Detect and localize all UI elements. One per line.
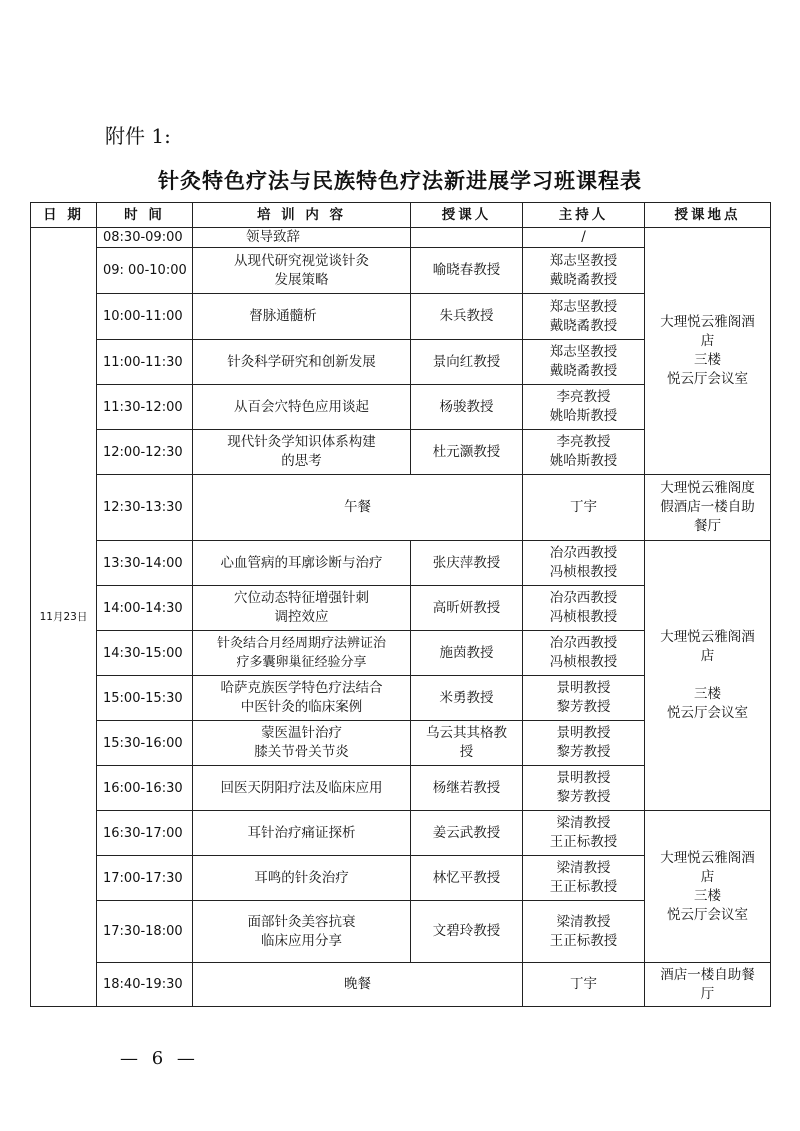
content-cell: 耳鸣的针灸治疗 — [193, 856, 411, 901]
time-cell: 18:40-19:30 — [97, 963, 193, 1007]
venue-cell-lunch: 大理悦云雅阁度 假酒店一楼自助 餐厅 — [645, 475, 771, 541]
time-cell: 17:00-17:30 — [97, 856, 193, 901]
table-row — [31, 228, 771, 248]
content-cell: 领导致辞 — [193, 228, 411, 248]
host-cell: 李亮教授 姚哈斯教授 — [523, 430, 645, 475]
time-cell: 16:30-17:00 — [97, 811, 193, 856]
time-cell: 09: 00-10:00 — [97, 248, 193, 294]
venue-cell-morning: 大理悦云雅阁酒 店 三楼 悦云厅会议室 — [645, 228, 771, 475]
host-cell: 梁清教授 王正标教授 — [523, 856, 645, 901]
venue-cell-afternoon-1: 大理悦云雅阁酒 店 三楼 悦云厅会议室 — [645, 541, 771, 811]
time-cell: 14:30-15:00 — [97, 631, 193, 676]
attachment-label: 附件 1: — [105, 124, 171, 148]
lecturer-cell: 杜元灏教授 — [411, 430, 523, 475]
lecturer-cell: 杨骏教授 — [411, 385, 523, 430]
page-number: — 6 — — [120, 1048, 199, 1069]
content-cell: 面部针灸美容抗衰 临床应用分享 — [193, 901, 411, 963]
content-cell: 晚餐 — [193, 963, 523, 1007]
lecturer-cell: 施茵教授 — [411, 631, 523, 676]
host-cell: / — [523, 228, 645, 248]
course-schedule-table — [30, 202, 771, 1007]
host-cell: 冶尕西教授 冯桢根教授 — [523, 541, 645, 586]
lecturer-cell: 乌云其其格教 授 — [411, 721, 523, 766]
host-cell: 景明教授 黎芳教授 — [523, 676, 645, 721]
page-title: 针灸特色疗法与民族特色疗法新进展学习班课程表 — [158, 168, 642, 193]
header-content: 培 训 内 容 — [193, 203, 411, 228]
table-header-row — [31, 203, 771, 228]
lecturer-cell: 文碧玲教授 — [411, 901, 523, 963]
content-cell: 从百会穴特色应用谈起 — [193, 385, 411, 430]
content-cell: 耳针治疗痛证探析 — [193, 811, 411, 856]
content-cell: 午餐 — [193, 475, 523, 541]
content-cell: 针灸科学研究和创新发展 — [193, 340, 411, 385]
content-cell: 回医天阴阳疗法及临床应用 — [193, 766, 411, 811]
lecturer-cell: 杨继若教授 — [411, 766, 523, 811]
lecturer-cell — [411, 228, 523, 248]
time-cell: 12:30-13:30 — [97, 475, 193, 541]
lecturer-cell: 朱兵教授 — [411, 294, 523, 340]
host-cell: 丁宇 — [523, 475, 645, 541]
time-cell: 11:00-11:30 — [97, 340, 193, 385]
host-cell: 李亮教授 姚哈斯教授 — [523, 385, 645, 430]
host-cell: 景明教授 黎芳教授 — [523, 766, 645, 811]
time-cell: 11:30-12:00 — [97, 385, 193, 430]
host-cell: 景明教授 黎芳教授 — [523, 721, 645, 766]
host-cell: 梁清教授 王正标教授 — [523, 901, 645, 963]
host-cell: 冶尕西教授 冯桢根教授 — [523, 631, 645, 676]
content-cell: 督脉通髓析 — [193, 294, 411, 340]
lecturer-cell: 高昕妍教授 — [411, 586, 523, 631]
date-cell: 11月23日 — [31, 228, 97, 1007]
table-row — [31, 811, 771, 856]
content-cell: 从现代研究视觉谈针灸 发展策略 — [193, 248, 411, 294]
lecturer-cell: 张庆萍教授 — [411, 541, 523, 586]
content-cell: 蒙医温针治疗 膝关节骨关节炎 — [193, 721, 411, 766]
time-cell: 17:30-18:00 — [97, 901, 193, 963]
lecturer-cell: 喻晓春教授 — [411, 248, 523, 294]
host-cell: 郑志坚教授 戴晓矞教授 — [523, 294, 645, 340]
table-row — [31, 541, 771, 586]
table-row — [31, 963, 771, 1007]
time-cell: 14:00-14:30 — [97, 586, 193, 631]
content-cell: 穴位动态特征增强针刺 调控效应 — [193, 586, 411, 631]
header-date: 日 期 — [31, 203, 97, 228]
content-cell: 心血管病的耳廓诊断与治疗 — [193, 541, 411, 586]
host-cell: 郑志坚教授 戴晓矞教授 — [523, 248, 645, 294]
lecturer-cell: 林忆平教授 — [411, 856, 523, 901]
lecturer-cell: 米勇教授 — [411, 676, 523, 721]
time-cell: 10:00-11:00 — [97, 294, 193, 340]
time-cell: 13:30-14:00 — [97, 541, 193, 586]
venue-cell-afternoon-2: 大理悦云雅阁酒 店 三楼 悦云厅会议室 — [645, 811, 771, 963]
host-cell: 冶尕西教授 冯桢根教授 — [523, 586, 645, 631]
lecturer-cell: 姜云武教授 — [411, 811, 523, 856]
content-cell: 哈萨克族医学特色疗法结合 中医针灸的临床案例 — [193, 676, 411, 721]
lecturer-cell: 景向红教授 — [411, 340, 523, 385]
venue-cell-dinner: 酒店一楼自助餐 厅 — [645, 963, 771, 1007]
time-cell: 12:00-12:30 — [97, 430, 193, 475]
host-cell: 梁清教授 王正标教授 — [523, 811, 645, 856]
header-venue: 授课地点 — [645, 203, 771, 228]
header-host: 主持人 — [523, 203, 645, 228]
table-row — [31, 475, 771, 541]
content-cell: 现代针灸学知识体系构建 的思考 — [193, 430, 411, 475]
time-cell: 15:00-15:30 — [97, 676, 193, 721]
host-cell: 丁宇 — [523, 963, 645, 1007]
header-lecturer: 授课人 — [411, 203, 523, 228]
content-cell: 针灸结合月经周期疗法辨证治 疗多囊卵巢征经验分享 — [193, 631, 411, 676]
host-cell: 郑志坚教授 戴晓矞教授 — [523, 340, 645, 385]
time-cell: 08:30-09:00 — [97, 228, 193, 248]
time-cell: 16:00-16:30 — [97, 766, 193, 811]
header-time: 时 间 — [97, 203, 193, 228]
time-cell: 15:30-16:00 — [97, 721, 193, 766]
